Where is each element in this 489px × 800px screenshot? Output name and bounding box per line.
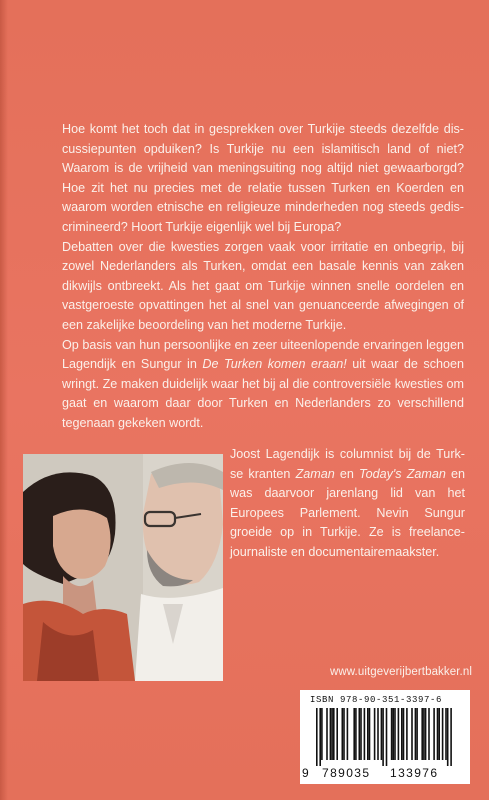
barcode-bar [421, 708, 423, 760]
barcode-bar [398, 708, 400, 760]
barcode-bar [326, 708, 328, 760]
barcode-bar [394, 708, 396, 760]
barcode-bar [330, 708, 332, 760]
blurb-text [62, 120, 464, 434]
spine-shadow [0, 0, 8, 800]
barcode-bar [403, 708, 405, 760]
author-bio-text: Joost Lagendijk is columnist bij de Turk-se kranten Zaman en Today's Zaman en was daarvoor jarenlang lid van het Europees Parlement. Nevin Sungur groeide op in Turkije. Ze is freelance-journaliste en documentairemaakster. [230, 447, 466, 559]
barcode-bar [364, 708, 366, 760]
author-bio [230, 445, 465, 563]
barcode-bar [333, 708, 335, 760]
barcode-digit-first: 9 [302, 766, 311, 780]
barcode-bar [353, 708, 355, 760]
barcode-bar [386, 708, 388, 766]
barcode-bar [411, 708, 413, 760]
blurb-paragraph-2: Debatten over die kwesties zorgen vaak voor irritatie en onbegrip, bij zowel Nederlanders als Turken, omdat een basale kennis van zaken dikwijls ontbreekt. Als het gaat om Turkije winnen snelle oordelen en vastgeroeste opvattingen het al snel van genuanceerde afwegingen of een zakelijke beoordeling van het moderne Turkije. [62, 239, 464, 332]
barcode-bar [423, 708, 425, 760]
barcode-bar [331, 708, 333, 760]
barcode-bar [382, 708, 384, 766]
barcode-bar [377, 708, 379, 760]
newspaper-zaman: Zaman [295, 466, 335, 481]
barcode-bar [425, 708, 427, 760]
barcode-bar [343, 708, 345, 760]
blurb-paragraph-3: Op basis van hun persoonlijke en zeer uiteenlopende ervaringen leggen Lagendijk en Sungur in De Turken komen eraan! uit waar de schoen wringt. Ze maken duidelijk waar het bij al die controversiële kwesties om gaat en waarom daar door Turken en Nederlanders zo verschillend tegenaan gekeken wordt. [62, 337, 465, 430]
barcode-bar [437, 708, 439, 760]
barcode-bar [360, 708, 362, 760]
barcode-bar [347, 708, 349, 760]
barcode-digits-right: 133976 [390, 766, 439, 780]
barcode-bar [428, 708, 430, 760]
barcode-bar [342, 708, 344, 760]
barcode-bar [438, 708, 440, 760]
barcode-bar [416, 708, 418, 760]
barcode-bar [321, 708, 323, 760]
barcode-bar [355, 708, 357, 760]
publisher-website[interactable]: www.uitgeverijbertbakker.nl [329, 666, 472, 678]
barcode-digits-left: 789035 [322, 766, 371, 780]
author-photo [23, 454, 223, 681]
blurb-paragraph-1: Hoe komt het toch dat in gesprekken over Turkije steeds dezelfde dis-cussiepunten opduiken? Is Turkije nu een islamitisch land of niet? Waarom is de vrijheid van meningsuiting nog altijd niet gewaarborgd? Hoe zit het nu precies met de relatie tussen Turken en Koerden en waarom worden etnische en religieuze minderheden nog steeds gedis-crimineerd? Hoort Turkije eigenlijk wel bij Europa? [62, 122, 464, 234]
barcode-bar [367, 708, 369, 760]
newspaper-todays-zaman: Today's Zaman [359, 466, 446, 481]
barcode-bar [445, 708, 447, 760]
barcode-bar [433, 708, 435, 760]
barcode-bar [406, 708, 408, 760]
barcode-bar [336, 708, 338, 760]
barcode-bar [381, 708, 383, 760]
barcode-bar [316, 708, 318, 766]
barcode-bar [447, 708, 449, 766]
barcode-bar [391, 708, 393, 760]
barcode-bar [369, 708, 371, 760]
barcode-bar [319, 708, 321, 766]
isbn-number: ISBN 978-90-351-3397-6 [310, 695, 443, 705]
barcode-label [300, 690, 470, 784]
book-title: De Turken komen eraan! [202, 357, 347, 372]
barcode-bar [450, 708, 452, 766]
barcode-bar [401, 708, 403, 760]
barcode-bar [442, 708, 444, 760]
author-photo-illustration [23, 454, 223, 681]
barcode-bar [359, 708, 361, 760]
barcode-bar [415, 708, 417, 760]
barcode-bars [312, 708, 458, 766]
barcode-bar [374, 708, 376, 760]
barcode-bar [393, 708, 395, 760]
